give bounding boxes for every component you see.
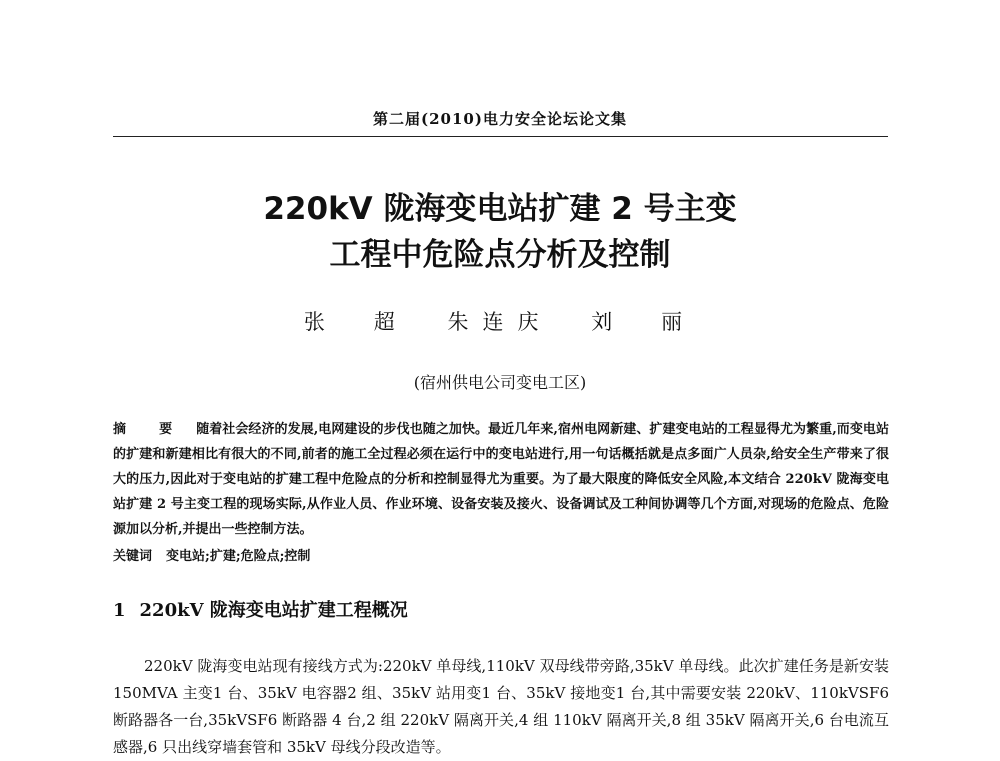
- abstract-text: 随着社会经济的发展,电网建设的步伐也随之加快。最近几年来,宿州电网新建、扩建变电站的工程显得尤为繁重,而变电站的扩建和新建相比有很大的不同,前者的施工全过程必须在运行中的变电站进行,用一句话概括就是点多面广人员杂,给安全生产带来了很大的压力,因此对于变电站的扩建工程中危险点的分析和控制显得尤为重要。为了最大限度的降低安全风险,本文结合 220kV 陇海变电站扩建 2 号主变工程的现场实际,从作业人员、作业环境、设备安装及接火、设备调试及工种间协调等几个方面,对现场的危险点、危险源加以分析,并提出一些控制方法。: [113, 422, 889, 537]
- paper-title: [0, 186, 1000, 278]
- author-2: 朱连庆: [447, 310, 553, 334]
- title-line-2: 工程中危险点分析及控制: [329, 237, 671, 273]
- keywords-label: 关键词: [113, 549, 153, 564]
- keywords-text: 变电站;扩建;危险点;控制: [166, 549, 311, 564]
- body-paragraph: 220kV 陇海变电站现有接线方式为:220kV 单母线,110kV 双母线带旁路,35kV 单母线。此次扩建任务是新安装150MVA 主变1 台、35kV 电容器2 组、35kV 站用变1 台、35kV 接地变1 台,其中需要安装 220kV、110kVSF6 断路器各一台,35kVSF6 断路器 4 台,2 组 220kV 隔离开关,4 组 110kV 隔离开关,8 组 35kV 隔离开关,6 台电流互感器,6 只出线穿墙套管和 35kV 母线分段改造等。: [113, 657, 889, 756]
- section-title: 220kV 陇海变电站扩建工程概况: [139, 600, 408, 621]
- abstract-label: 摘 要: [113, 422, 183, 437]
- author-3: 刘 丽: [591, 310, 697, 334]
- section-number: 1: [113, 600, 126, 621]
- author-1: 张 超: [303, 310, 409, 334]
- author-list: [0, 306, 1000, 336]
- title-line-1: 220kV 陇海变电站扩建 2 号主变: [263, 191, 737, 227]
- header-rule: [113, 136, 888, 137]
- keywords: [113, 544, 889, 569]
- running-header: 第二届(2010)电力安全论坛论文集: [373, 110, 627, 128]
- section-heading: [113, 596, 889, 622]
- abstract: [113, 417, 889, 542]
- affiliation: (宿州供电公司变电工区): [413, 373, 587, 392]
